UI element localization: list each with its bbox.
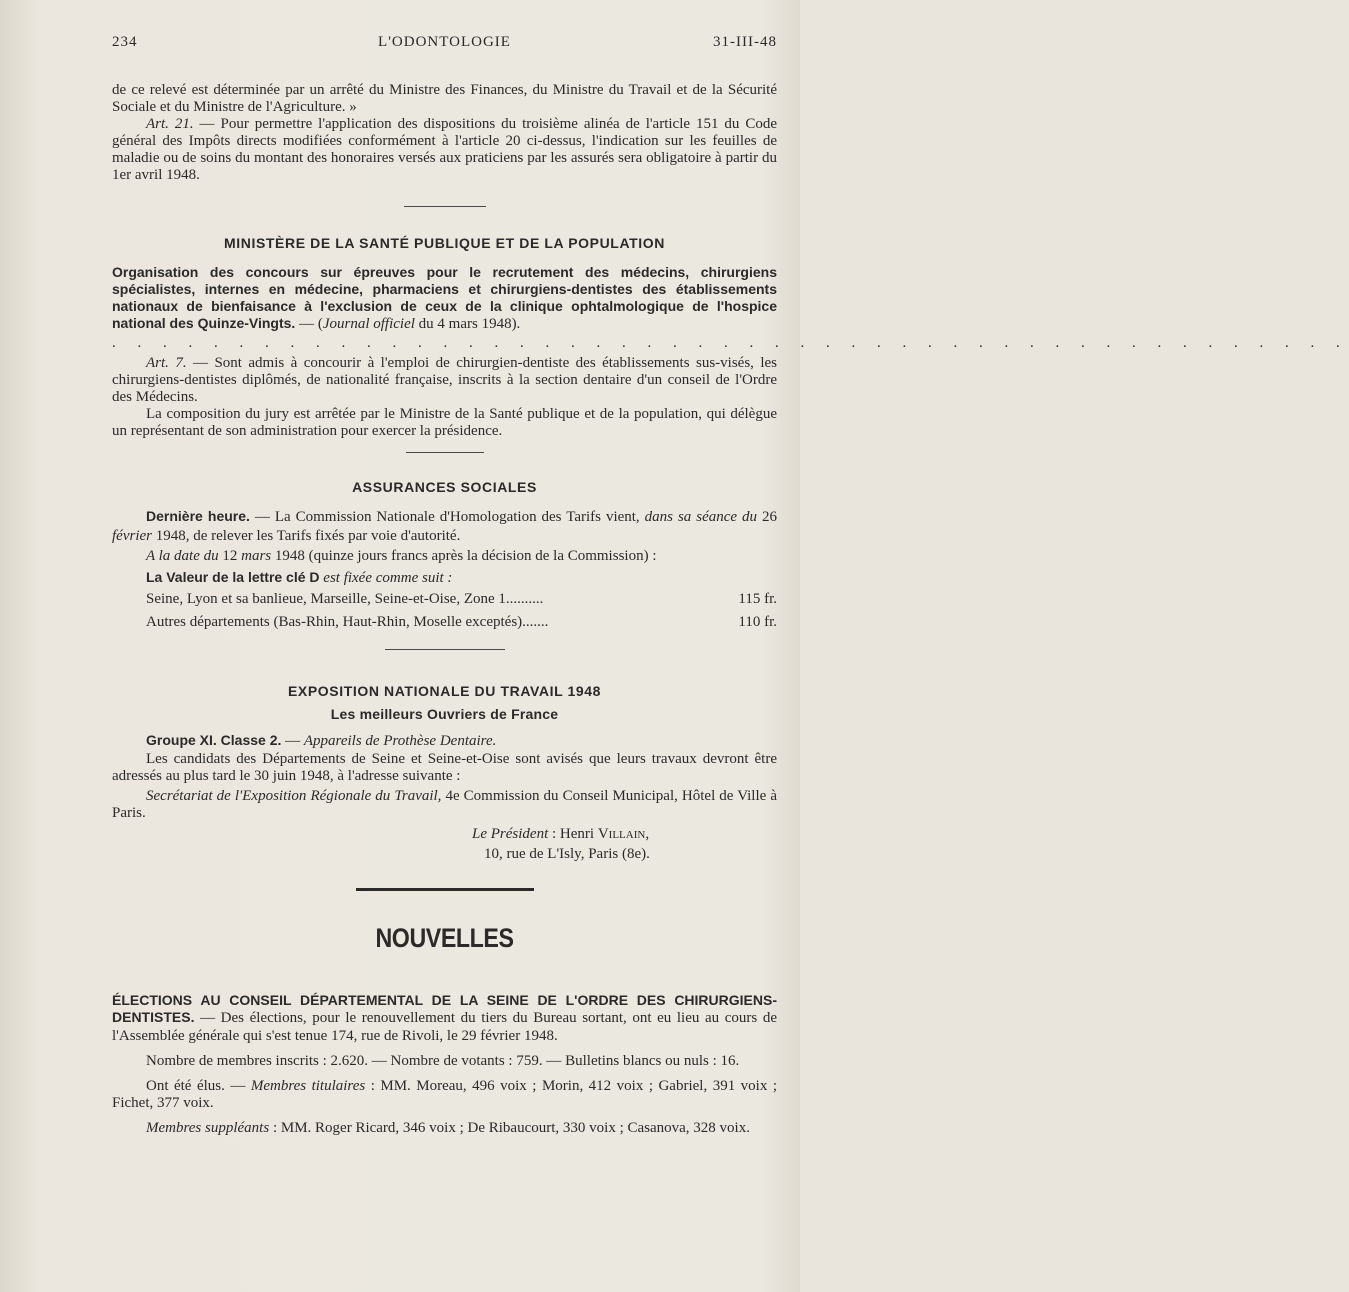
tarif-row <box>112 612 777 633</box>
page-number: 234 <box>112 34 138 50</box>
suppleants-paragraph <box>112 1120 777 1137</box>
jury-paragraph: La composition du jury est arrêtée par le Ministre de la Santé publique et de la population, qui délègue un représentant de son administration pour exercer la présidence. <box>112 406 777 439</box>
exposition-subtitle: Les meilleurs Ouvriers de France <box>330 706 559 722</box>
date-application <box>112 546 777 567</box>
elus-lead: Ont été élus. — <box>146 1078 251 1094</box>
signature <box>112 824 777 844</box>
ellipsis-dots: . . . . . . . . . . . . . . . . . . . . . . . . . . . . . . . . . . . . . . . . . . . . . . . . . <box>112 335 1349 351</box>
date-application-day: 12 <box>218 548 242 564</box>
elus-text: : MM. Moreau, 496 voix ; Morin, 412 voix ; Gabriel, 391 voix ; Fichet, 377 voix. <box>112 1078 777 1111</box>
derniere-heure-date: 26 <box>757 509 777 525</box>
ministere-lead-dash: — ( <box>295 316 323 332</box>
suppleants-italic: Membres suppléants <box>146 1120 270 1136</box>
ministere-lead-tail: du 4 mars 1948). <box>414 316 521 332</box>
elections-text: — Des élections, pour le renouvellement du tiers du Bureau sortant, ont eu lieu au cours de l'Assemblée générale qui s'est tenue 174, rue de Rivoli, le 29 février 1948. <box>112 1010 777 1044</box>
date-application-tail: 1948 (quinze jours francs après la décision de la Commission) : <box>271 548 657 564</box>
tarif-row <box>112 589 777 610</box>
derniere-heure-tail: 1948, de relever les Tarifs fixés par voie d'autorité. <box>151 528 461 544</box>
section-title-ministere: MINISTÈRE DE LA SANTÉ PUBLIQUE ET DE LA POPULATION <box>224 235 665 251</box>
derniere-heure-italic: dans sa séance du <box>644 509 758 525</box>
valeur-lettre-cle-bold: La Valeur de la lettre clé D <box>146 569 320 585</box>
divider <box>406 452 484 453</box>
article-7-text: — Sont admis à concourir à l'emploi de chirurgien-dentiste des établissements sus-visés, les chirurgiens-dentistes diplômés, de nationalité française, inscrits à la section dentaire d'un conseil de l'Ordre des Médecins. <box>112 355 777 405</box>
tarif-value: 110 fr. <box>738 614 777 630</box>
ministere-lead-source: Journal officiel <box>322 316 415 332</box>
signature-address: 10, rue de L'Isly, Paris (8e). <box>484 846 650 862</box>
derniere-heure-label: Dernière heure. <box>146 508 250 524</box>
groupe-line <box>112 731 777 751</box>
intro-paragraph: de ce relevé est déterminée par un arrêté du Ministre des Finances, du Ministre du Travail et de la Sécurité Sociale et du Ministre de l'Agriculture. » <box>112 82 777 115</box>
signature-role: Le Président <box>472 826 549 842</box>
tarif-label: Seine, Lyon et sa banlieue, Marseille, Seine-et-Oise, Zone 1.......... <box>146 591 544 607</box>
valeur-lettre-cle-italic: est fixée comme suit : <box>319 570 453 586</box>
ministere-lead <box>112 264 777 333</box>
page-header <box>112 34 777 54</box>
derniere-heure <box>112 507 777 546</box>
elus-paragraph <box>112 1078 777 1112</box>
groupe-italic: Appareils de Prothèse Dentaire. <box>303 733 497 749</box>
section-title-assurances: ASSURANCES SOCIALES <box>352 479 537 495</box>
secretariat-italic: Secrétariat de l'Exposition Régionale du Travail, <box>146 788 442 804</box>
secretariat-tail: 4e Commission du Conseil Municipal, Hôtel de Ville à Paris. <box>112 788 777 821</box>
groupe-dash: — <box>281 733 304 749</box>
date-application-month: mars <box>241 548 272 564</box>
nombre-paragraph: Nombre de membres inscrits : 2.620. — Nombre de votants : 759. — Bulletins blancs ou nuls : 16. <box>146 1053 740 1069</box>
ministere-lead-bold: Organisation des concours sur épreuves pour le recrutement des médecins, chirurgiens spécialistes, internes en médecine, pharmaciens et chirurgiens-dentistes des établissements nationaux de bienfaisance à l'exclusion de ceux de la clinique ophtalmologique de l'hospice national des Quinze-Vingts. <box>112 264 777 331</box>
derniere-heure-month: février <box>112 528 152 544</box>
elus-italic: Membres titulaires <box>250 1078 366 1094</box>
article-7-label: Art. 7. <box>146 355 187 371</box>
article-21-label: Art. 21. <box>146 116 194 132</box>
elections-paragraph <box>112 992 777 1045</box>
text-column <box>112 82 1349 1137</box>
article-21-text: — Pour permettre l'application des dispositions du troisième alinéa de l'article 151 du Code général des Impôts directs modifiées conformément à l'article 20 ci-dessus, l'indication sur les feuilles de maladie ou de soins du montant des honoraires versés aux praticiens par les assurés sera obligatoire à partir du 1er avril 1948. <box>112 116 778 183</box>
signature-name: Villain, <box>597 826 650 842</box>
article-7 <box>112 355 777 406</box>
section-title-exposition: EXPOSITION NATIONALE DU TRAVAIL 1948 <box>287 683 602 699</box>
article-21 <box>112 116 777 184</box>
tarif-value: 115 fr. <box>738 591 777 607</box>
suppleants-text: : MM. Roger Ricard, 346 voix ; De Ribaucourt, 330 voix ; Casanova, 328 voix. <box>269 1120 750 1136</box>
thick-divider <box>356 888 534 891</box>
date-application-italic: A la date du <box>146 548 219 564</box>
elections-heading: ÉLECTIONS AU CONSEIL DÉPARTEMENTAL DE LA SEINE DE L'ORDRE DES CHIRURGIENS-DENTISTES. <box>112 992 777 1025</box>
issue-date: 31-III-48 <box>713 34 777 50</box>
groupe-label: Groupe XI. Classe 2. <box>146 732 282 748</box>
derniere-heure-text: — La Commission Nationale d'Homologation des Tarifs vient, <box>249 509 645 525</box>
candidats-paragraph: Les candidats des Départements de Seine et Seine-et-Oise sont avisés que leurs travaux devront être adressés au plus tard le 30 juin 1948, à l'adresse suivante : <box>112 751 777 784</box>
divider <box>404 206 486 207</box>
divider <box>385 649 505 650</box>
tarif-label: Autres départements (Bas-Rhin, Haut-Rhin, Moselle exceptés)....... <box>146 614 549 630</box>
signature-sep: : Henri <box>548 826 598 842</box>
journal-title: L'ODONTOLOGIE <box>378 34 511 50</box>
section-title-nouvelles: NOUVELLES <box>375 923 514 953</box>
secretariat-paragraph <box>112 788 777 822</box>
valeur-lettre-cle <box>112 567 777 589</box>
